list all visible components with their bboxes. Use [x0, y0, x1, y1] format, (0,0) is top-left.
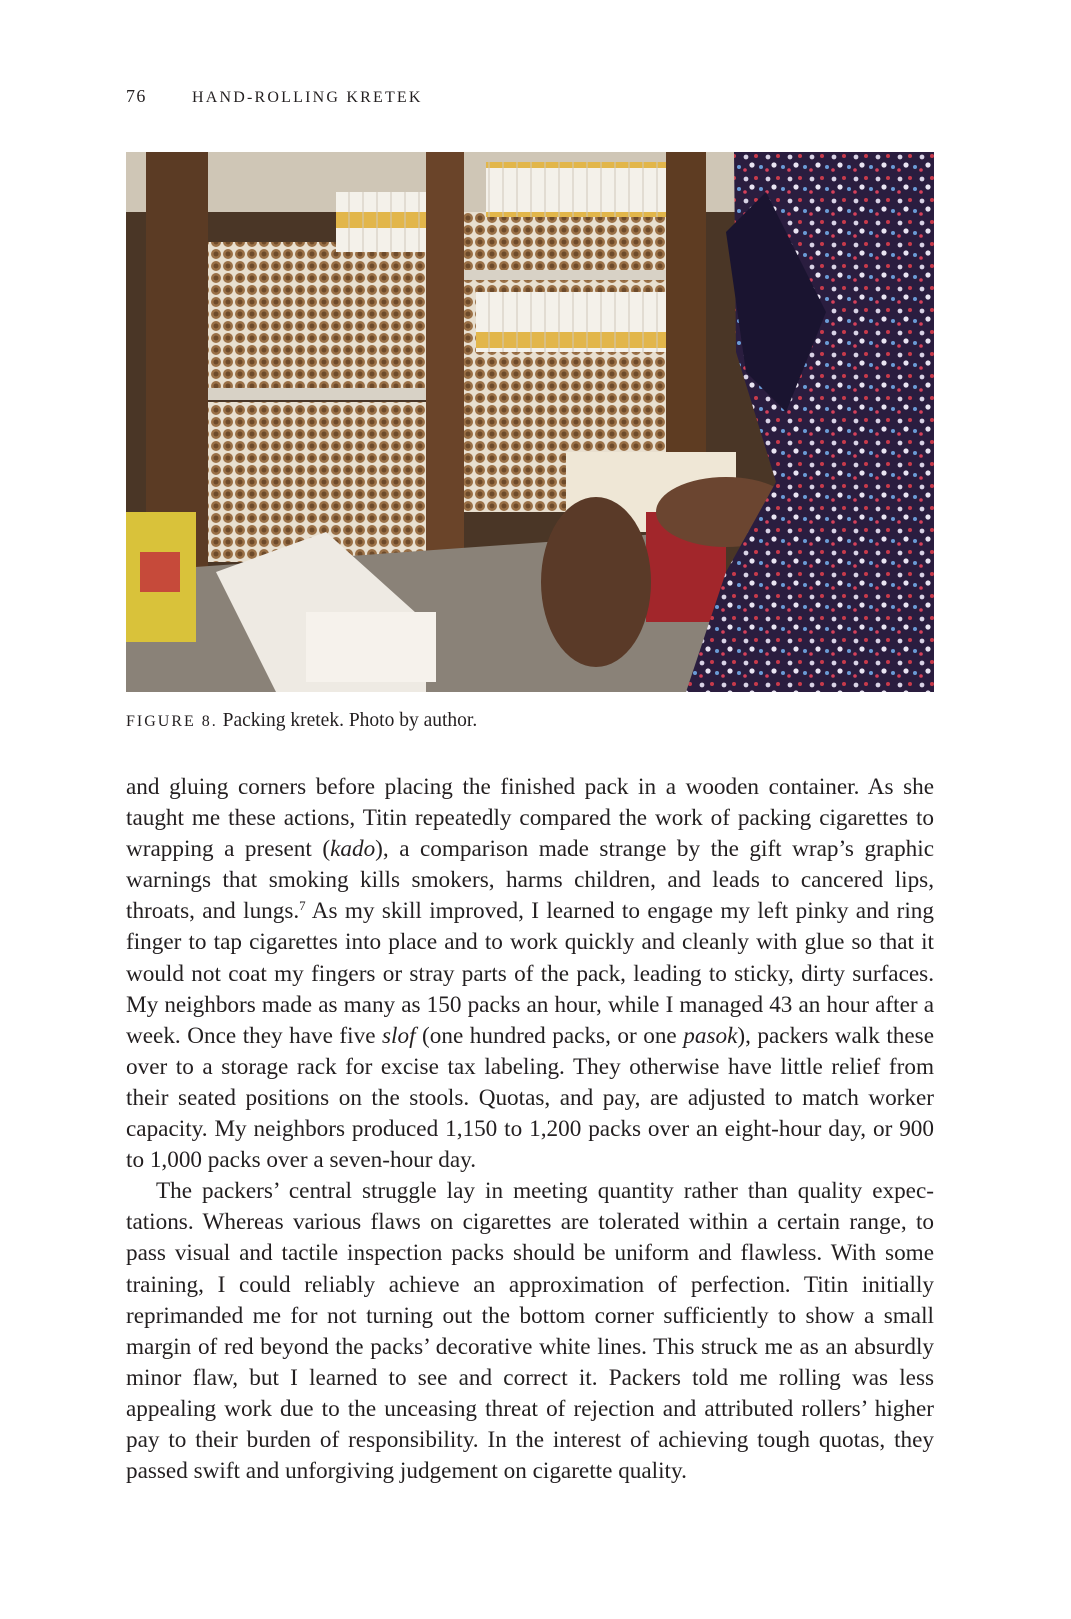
- figure-label: FIGURE 8.: [126, 713, 218, 730]
- p1-text-a: and gluing corners before placing the finished pack in a wooden container. As she taught me these actions, Titin repeatedly compared the work of packing cigarettes to wrapping a present (: [126, 774, 934, 863]
- paragraph-2: The packers’ central struggle lay in meeting quantity rather than quality expectations. Whereas various flaws on cigarettes are tolerated within a certain range, to pass visual and tactile inspection packs should be uniform and flawless. With some training, I could reliably achieve an approximation of perfection. Titin initially reprimanded me for not turning out the bottom corner sufficiently to show a small margin of red beyond the packs’ decorative white lines. This struck me as an absurdly minor flaw, but I learned to see and correct it. Packers told me rolling was less appealing work due to the unceasing threat of rejection and attributed rollers’ higher pay to their burden of responsibility. In the interest of achieving tough quotas, they passed swift and unforgiving judgement on cigarette quality.: [126, 1178, 934, 1485]
- figure-photo: [126, 152, 934, 692]
- p1-text-g: (one hundred packs, or one: [415, 1022, 684, 1049]
- page-number: 76: [126, 86, 147, 106]
- figure-caption-text: Packing kretek. Photo by author.: [222, 710, 478, 731]
- footnote-marker[interactable]: 7: [299, 898, 306, 914]
- p1-italic-pasok: pasok: [683, 1022, 738, 1049]
- p1-text-e: As my skill improved, I learned to engage my left pinky and ring finger to tap cigarettes into place and to work quickly and cleanly with glue so that it would not coat my fingers or stray parts of the pack, leading to sticky, dirty surfaces. My neighbors made as many as 150 packs an hour, while I managed 43 an hour after a week. Once they have five: [126, 898, 934, 1049]
- packing-photo-illustration: [126, 152, 934, 692]
- p1-italic-kado: kado: [330, 836, 376, 863]
- p1-text-c: ), a comparison made strange by the gift wrap’s graphic warnings that smoking kills smokers, harms children, and leads to cancered lips, throats, and lungs.: [126, 836, 934, 925]
- p1-italic-slof: slof: [382, 1022, 416, 1049]
- body-text: [126, 772, 934, 1487]
- paragraph-1: [126, 772, 934, 1176]
- running-header: [126, 86, 423, 107]
- figure-caption: [126, 710, 477, 732]
- p1-text-i: ), packers walk these over to a storage rack for excise tax labeling. They otherwise have little relief from their seated positions on the stools. Quotas, and pay, are adjusted to match worker capacity. My neighbors produced 1,150 to 1,200 packs over an eight-hour day, or 900 to 1,000 packs over a seven-hour day.: [126, 1022, 934, 1174]
- running-head: HAND-ROLLING KRETEK: [192, 89, 423, 106]
